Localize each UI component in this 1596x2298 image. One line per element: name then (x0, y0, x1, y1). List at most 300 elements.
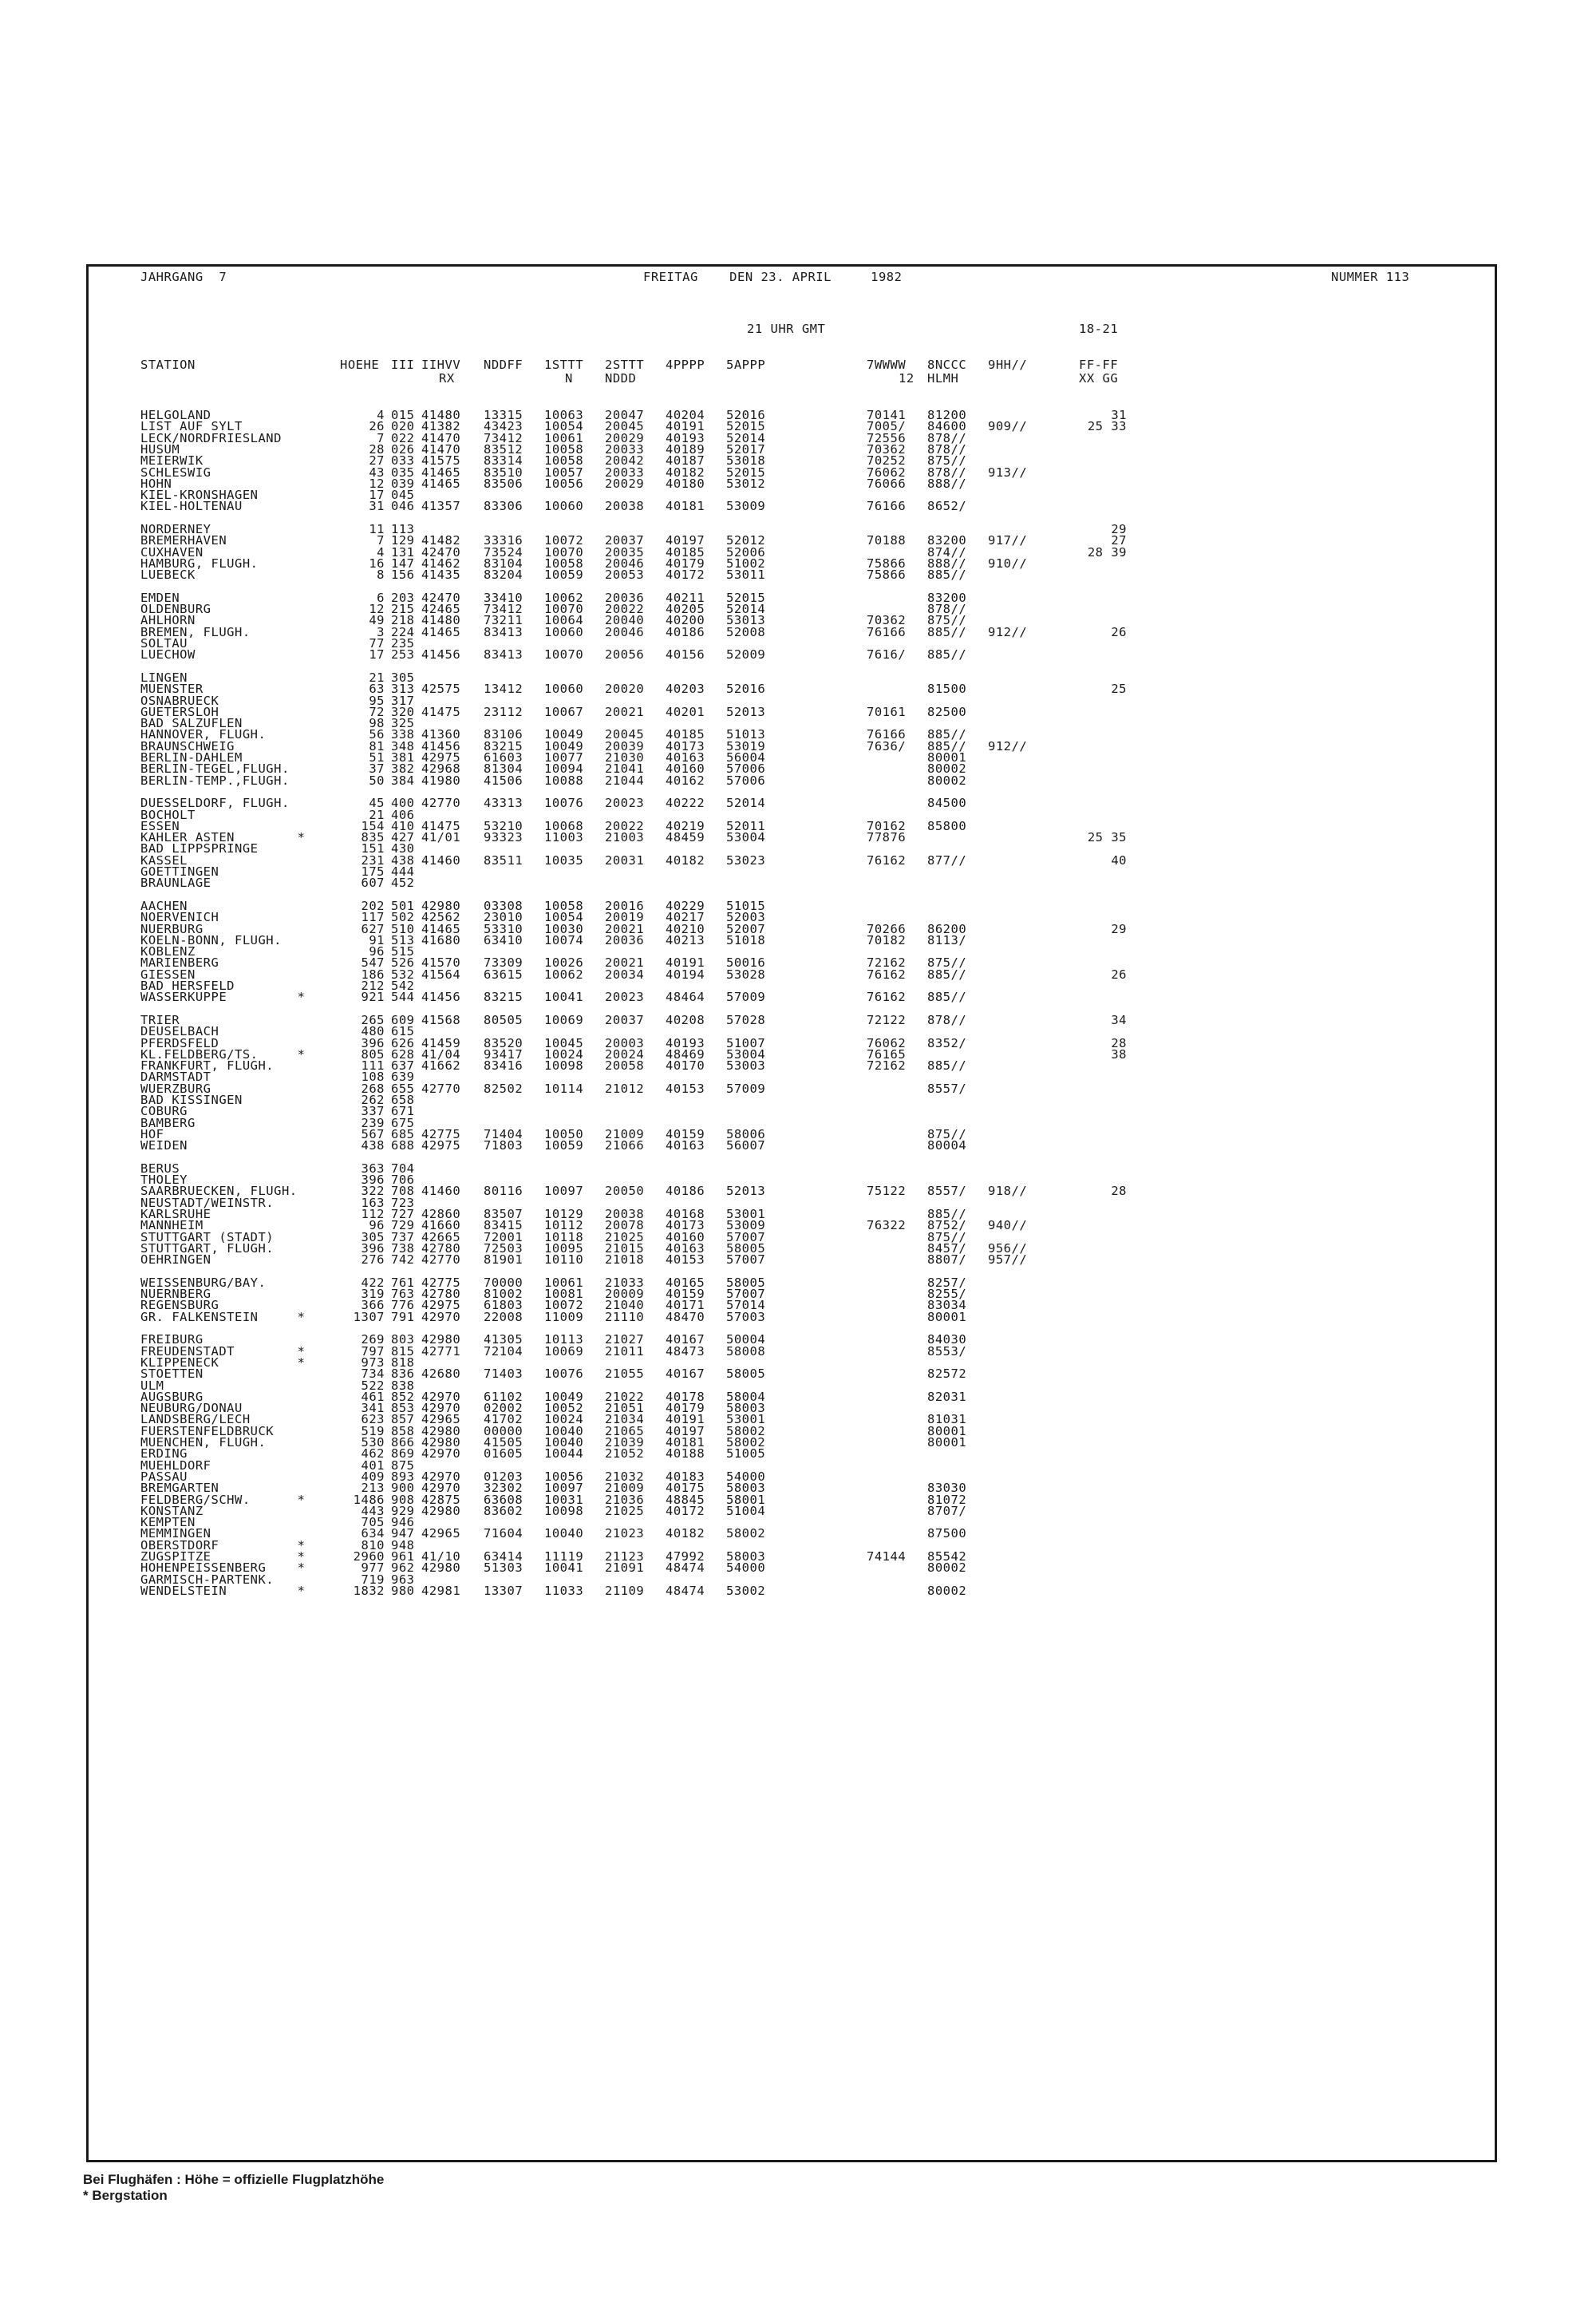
group-5appp: 58005 (726, 1367, 766, 1382)
station-index: 675 (391, 1115, 415, 1130)
group-7wwww: 74144 (867, 1549, 907, 1564)
group-nddff: 73309 (484, 955, 523, 971)
group-9hh: 940// (988, 1218, 1028, 1233)
elevation: 186 (361, 967, 385, 982)
group-5appp: 58008 (726, 1343, 766, 1359)
station-name: CUXHAVEN (140, 544, 203, 560)
group-1sttt: 10041 (544, 1560, 584, 1576)
group-4pppp: 40189 (666, 441, 705, 457)
group-1sttt: 10070 (544, 544, 584, 560)
group-7wwww: 72162 (867, 1058, 907, 1074)
station-name: BERLIN-DAHLEM (140, 750, 243, 765)
elevation: 7 (377, 430, 385, 445)
station-index: 761 (391, 1275, 415, 1290)
station-index: 803 (391, 1332, 415, 1347)
group-nddff: 73412 (484, 602, 523, 617)
group-7wwww: 76166 (867, 499, 907, 514)
station-index: 544 (391, 990, 415, 1005)
elevation: 363 (361, 1161, 385, 1176)
group-4pppp: 48473 (666, 1343, 705, 1359)
group-5appp: 52016 (726, 682, 766, 697)
station-name: KL.FELDBERG/TS. * (140, 1046, 306, 1062)
elevation: 921 (361, 990, 385, 1005)
group-5appp: 58002 (726, 1423, 766, 1438)
group-2sttt: 20034 (605, 967, 645, 982)
elevation: 438 (361, 1138, 385, 1153)
elevation: 443 (361, 1503, 385, 1518)
group-iihvv: 42470 (421, 590, 461, 605)
group-5appp: 53003 (726, 1058, 766, 1074)
station-index: 203 (391, 590, 415, 605)
group-iihvv: 41575 (421, 453, 461, 469)
group-4pppp: 40173 (666, 1218, 705, 1233)
elevation: 1486 (353, 1492, 385, 1507)
group-nddff: 61803 (484, 1298, 523, 1313)
elevation: 265 (361, 1012, 385, 1027)
station-index: 046 (391, 499, 415, 514)
elevation: 396 (361, 1240, 385, 1256)
station-index: 929 (391, 1503, 415, 1518)
group-8nccc: 885// (927, 647, 967, 663)
group-2sttt: 21027 (605, 1332, 645, 1347)
station-name: KASSEL (140, 852, 188, 868)
group-2sttt: 20036 (605, 932, 645, 947)
wind-gusts: 25 33 (1087, 419, 1127, 434)
group-4pppp: 40194 (666, 967, 705, 982)
header-iihvv-sub: RX (439, 371, 455, 386)
station-index: 502 (391, 910, 415, 925)
group-1sttt: 10054 (544, 419, 584, 434)
group-4pppp: 40203 (666, 682, 705, 697)
elevation: 91 (369, 932, 385, 947)
group-2sttt: 20035 (605, 544, 645, 560)
elevation: 262 (361, 1093, 385, 1107)
station-index: 215 (391, 602, 415, 617)
group-nddff: 13307 (484, 1583, 523, 1598)
issue-number: NUMMER 113 (1331, 270, 1410, 284)
station-name: BRAUNSCHWEIG (140, 738, 235, 753)
group-5appp: 57006 (726, 773, 766, 788)
group-8nccc: 888// (927, 476, 967, 491)
group-4pppp: 40153 (666, 1081, 705, 1096)
group-1sttt: 10072 (544, 1298, 584, 1313)
group-nddff: 83512 (484, 441, 523, 457)
group-2sttt: 20024 (605, 1046, 645, 1062)
group-7wwww: 70141 (867, 408, 907, 422)
elevation: 1307 (353, 1309, 385, 1324)
station-index: 875 (391, 1458, 415, 1473)
group-2sttt: 20046 (605, 556, 645, 571)
group-nddff: 01203 (484, 1469, 523, 1484)
group-5appp: 58005 (726, 1275, 766, 1290)
group-2sttt: 21015 (605, 1240, 645, 1256)
observation-time: 21 UHR GMT (747, 322, 826, 336)
group-nddff: 83416 (484, 1058, 523, 1074)
group-2sttt: 21023 (605, 1526, 645, 1541)
group-5appp: 58002 (726, 1435, 766, 1450)
group-5appp: 54000 (726, 1469, 766, 1484)
elevation: 81 (369, 738, 385, 753)
group-nddff: 81901 (484, 1252, 523, 1268)
group-1sttt: 10026 (544, 955, 584, 971)
group-4pppp: 40165 (666, 1275, 705, 1290)
station-name: BRAUNLAGE (140, 876, 211, 891)
group-8nccc: 885// (927, 1058, 967, 1074)
group-5appp: 53004 (726, 830, 766, 845)
group-8nccc: 875// (927, 1229, 967, 1244)
group-4pppp: 48459 (666, 830, 705, 845)
group-nddff: 70000 (484, 1275, 523, 1290)
station-name: STUTTGART (STADT) (140, 1229, 275, 1244)
station-name: FREIBURG (140, 1332, 203, 1347)
group-7wwww: 72122 (867, 1012, 907, 1027)
group-2sttt: 21033 (605, 1275, 645, 1290)
station-name: FRANKFURT, FLUGH. (140, 1058, 275, 1074)
station-index: 838 (391, 1378, 415, 1393)
station-index: 948 (391, 1537, 415, 1552)
group-9hh: 913// (988, 465, 1028, 480)
station-index: 156 (391, 568, 415, 583)
group-4pppp: 40219 (666, 818, 705, 833)
group-2sttt: 21052 (605, 1446, 645, 1461)
station-name: ZUGSPITZE * (140, 1549, 306, 1564)
group-5appp: 53009 (726, 499, 766, 514)
group-7wwww: 75122 (867, 1184, 907, 1199)
group-5appp: 58005 (726, 1240, 766, 1256)
group-2sttt: 20056 (605, 647, 645, 663)
station-name: THOLEY (140, 1173, 188, 1188)
group-1sttt: 10050 (544, 1126, 584, 1141)
group-7wwww: 75866 (867, 556, 907, 571)
station-index: 348 (391, 738, 415, 753)
group-5appp: 52017 (726, 441, 766, 457)
elevation: 835 (361, 830, 385, 845)
group-2sttt: 20036 (605, 590, 645, 605)
station-name: LUEBECK (140, 568, 196, 583)
station-name: AHLHORN (140, 613, 196, 628)
station-name: NUERNBERG (140, 1287, 211, 1302)
station-index: 452 (391, 876, 415, 891)
station-name: HOF (140, 1126, 164, 1141)
group-4pppp: 40191 (666, 419, 705, 434)
group-8nccc: 8557/ (927, 1081, 967, 1096)
group-8nccc: 885// (927, 1207, 967, 1221)
elevation: 6 (377, 590, 385, 605)
group-1sttt: 10062 (544, 590, 584, 605)
group-8nccc: 80004 (927, 1138, 967, 1153)
group-iihvv: 42980 (421, 1560, 461, 1576)
station-index: 532 (391, 967, 415, 982)
group-1sttt: 10058 (544, 556, 584, 571)
group-8nccc: 80002 (927, 761, 967, 777)
group-9hh: 917// (988, 533, 1028, 548)
group-iihvv: 42970 (421, 1401, 461, 1416)
group-1sttt: 10063 (544, 408, 584, 422)
group-nddff: 53210 (484, 818, 523, 833)
group-4pppp: 40179 (666, 1401, 705, 1416)
elevation: 269 (361, 1332, 385, 1347)
elevation: 175 (361, 864, 385, 879)
header-wwww-sub: 12 (899, 371, 915, 386)
group-1sttt: 10070 (544, 602, 584, 617)
group-nddff: 83314 (484, 453, 523, 469)
station-name: GR. FALKENSTEIN * (140, 1309, 306, 1324)
group-nddff: 22008 (484, 1309, 523, 1324)
group-8nccc: 84030 (927, 1332, 967, 1347)
group-2sttt: 20029 (605, 476, 645, 491)
station-name: FUERSTENFELDBRUCK (140, 1423, 275, 1438)
group-8nccc: 878// (927, 1012, 967, 1027)
header-nddff: NDDFF (484, 358, 523, 372)
group-7wwww: 70182 (867, 932, 907, 947)
group-iihvv: 41459 (421, 1035, 461, 1050)
group-2sttt: 20033 (605, 465, 645, 480)
elevation: 977 (361, 1560, 385, 1576)
group-5appp: 50016 (726, 955, 766, 971)
group-1sttt: 10074 (544, 932, 584, 947)
group-8nccc: 85800 (927, 818, 967, 833)
group-5appp: 51005 (726, 1446, 766, 1461)
header-sttt-sub: N (565, 371, 573, 386)
group-2sttt: 20058 (605, 1058, 645, 1074)
group-7wwww: 70252 (867, 453, 907, 469)
group-7wwww: 70162 (867, 818, 907, 833)
group-2sttt: 20009 (605, 1287, 645, 1302)
station-name: FELDBERG/SCHW. * (140, 1492, 306, 1507)
group-5appp: 51013 (726, 727, 766, 742)
group-1sttt: 11009 (544, 1309, 584, 1324)
group-nddff: 13412 (484, 682, 523, 697)
group-nddff: 83215 (484, 990, 523, 1005)
group-iihvv: 41465 (421, 921, 461, 936)
group-2sttt: 21025 (605, 1229, 645, 1244)
group-8nccc: 83034 (927, 1298, 967, 1313)
elevation: 3 (377, 624, 385, 639)
group-7wwww: 76062 (867, 1035, 907, 1050)
group-1sttt: 10129 (544, 1207, 584, 1221)
group-2sttt: 20033 (605, 441, 645, 457)
header-station: STATION (140, 358, 196, 372)
group-2sttt: 20038 (605, 499, 645, 514)
group-2sttt: 21055 (605, 1367, 645, 1382)
group-iihvv: 41456 (421, 738, 461, 753)
group-nddff: 81304 (484, 761, 523, 777)
station-index: 501 (391, 898, 415, 913)
group-iihvv: 41460 (421, 852, 461, 868)
group-4pppp: 48845 (666, 1492, 705, 1507)
group-2sttt: 20046 (605, 624, 645, 639)
elevation: 341 (361, 1401, 385, 1416)
group-4pppp: 40197 (666, 533, 705, 548)
group-1sttt: 10076 (544, 796, 584, 811)
group-1sttt: 10094 (544, 761, 584, 777)
group-1sttt: 11003 (544, 830, 584, 845)
group-2sttt: 20029 (605, 430, 645, 445)
group-5appp: 57007 (726, 1229, 766, 1244)
group-iihvv: 42470 (421, 544, 461, 560)
group-8nccc: 85542 (927, 1549, 967, 1564)
group-nddff: 83104 (484, 556, 523, 571)
group-2sttt: 20053 (605, 568, 645, 583)
station-name: BREMEN, FLUGH. (140, 624, 251, 639)
station-name: BAD SALZUFLEN (140, 716, 243, 731)
group-7wwww: 70266 (867, 921, 907, 936)
group-4pppp: 40222 (666, 796, 705, 811)
group-5appp: 52014 (726, 430, 766, 445)
station-index: 685 (391, 1126, 415, 1141)
group-nddff: 63414 (484, 1549, 523, 1564)
wind-gusts: 29 (1111, 921, 1127, 936)
elevation: 268 (361, 1081, 385, 1096)
elevation: 231 (361, 852, 385, 868)
elevation: 50 (369, 773, 385, 788)
group-5appp: 53023 (726, 852, 766, 868)
group-nddff: 33316 (484, 533, 523, 548)
group-5appp: 52003 (726, 910, 766, 925)
group-2sttt: 20050 (605, 1184, 645, 1199)
group-4pppp: 40210 (666, 921, 705, 936)
elevation: 627 (361, 921, 385, 936)
elevation: 4 (377, 544, 385, 560)
header-wwww: 7WWWW (867, 358, 907, 372)
station-index: 737 (391, 1229, 415, 1244)
group-4pppp: 40186 (666, 1184, 705, 1199)
station-name: WASSERKUPPE * (140, 990, 306, 1005)
station-index: 382 (391, 761, 415, 777)
elevation: 530 (361, 1435, 385, 1450)
station-index: 866 (391, 1435, 415, 1450)
group-4pppp: 48474 (666, 1560, 705, 1576)
group-5appp: 53013 (726, 613, 766, 628)
elevation: 322 (361, 1184, 385, 1199)
station-index: 908 (391, 1492, 415, 1507)
elevation: 634 (361, 1526, 385, 1541)
station-name: LINGEN (140, 670, 188, 685)
group-iihvv: 41570 (421, 955, 461, 971)
elevation: 45 (369, 796, 385, 811)
station-index: 381 (391, 750, 415, 765)
group-8nccc: 80001 (927, 1309, 967, 1324)
station-index: 513 (391, 932, 415, 947)
group-iihvv: 42680 (421, 1367, 461, 1382)
station-index: 858 (391, 1423, 415, 1438)
elevation: 43 (369, 465, 385, 480)
station-name: GUETERSLOH (140, 704, 219, 719)
group-4pppp: 40193 (666, 1035, 705, 1050)
group-2sttt: 20078 (605, 1218, 645, 1233)
group-1sttt: 10088 (544, 773, 584, 788)
group-2sttt: 20042 (605, 453, 645, 469)
group-4pppp: 40204 (666, 408, 705, 422)
station-name: BREMERHAVEN (140, 533, 227, 548)
group-8nccc: 874// (927, 544, 967, 560)
wind-gusts: 25 35 (1087, 830, 1127, 845)
group-2sttt: 20016 (605, 898, 645, 913)
group-nddff: 72001 (484, 1229, 523, 1244)
group-nddff: 82502 (484, 1081, 523, 1096)
station-name: DUESSELDORF, FLUGH. (140, 796, 290, 811)
group-1sttt: 10067 (544, 704, 584, 719)
group-iihvv: 41662 (421, 1058, 461, 1074)
station-index: 438 (391, 852, 415, 868)
group-4pppp: 48469 (666, 1046, 705, 1062)
group-8nccc: 81200 (927, 408, 967, 422)
header-ncccc-sub: HLMH (927, 371, 959, 386)
group-nddff: 03308 (484, 898, 523, 913)
group-5appp: 57003 (726, 1309, 766, 1324)
group-1sttt: 10068 (544, 818, 584, 833)
elevation: 202 (361, 898, 385, 913)
station-name: MEMMINGEN (140, 1526, 211, 1541)
station-index: 020 (391, 419, 415, 434)
group-8nccc: 8557/ (927, 1184, 967, 1199)
group-1sttt: 10072 (544, 533, 584, 548)
station-index: 980 (391, 1583, 415, 1598)
group-8nccc: 81031 (927, 1412, 967, 1427)
group-7wwww: 76066 (867, 476, 907, 491)
group-iihvv: 42771 (421, 1343, 461, 1359)
group-8nccc: 8752/ (927, 1218, 967, 1233)
elevation: 7 (377, 533, 385, 548)
group-iihvv: 41/01 (421, 830, 461, 845)
group-nddff: 63608 (484, 1492, 523, 1507)
group-8nccc: 888// (927, 556, 967, 571)
group-1sttt: 10110 (544, 1252, 584, 1268)
station-index: 727 (391, 1207, 415, 1221)
group-8nccc: 8255/ (927, 1287, 967, 1302)
group-4pppp: 40182 (666, 465, 705, 480)
group-iihvv: 41462 (421, 556, 461, 571)
elevation: 319 (361, 1287, 385, 1302)
station-name: PFERDSFELD (140, 1035, 219, 1050)
group-8nccc: 8257/ (927, 1275, 967, 1290)
group-4pppp: 40193 (666, 430, 705, 445)
group-4pppp: 40205 (666, 602, 705, 617)
station-index: 317 (391, 693, 415, 708)
group-4pppp: 40160 (666, 761, 705, 777)
elevation: 409 (361, 1469, 385, 1484)
group-iihvv: 42575 (421, 682, 461, 697)
group-5appp: 52015 (726, 419, 766, 434)
group-2sttt: 20020 (605, 682, 645, 697)
group-iihvv: 42980 (421, 1435, 461, 1450)
group-2sttt: 21091 (605, 1560, 645, 1576)
group-iihvv: 41465 (421, 624, 461, 639)
group-iihvv: 42975 (421, 1138, 461, 1153)
group-1sttt: 10030 (544, 921, 584, 936)
group-5appp: 52008 (726, 624, 766, 639)
group-iihvv: 41568 (421, 1012, 461, 1027)
group-4pppp: 40187 (666, 453, 705, 469)
station-index: 763 (391, 1287, 415, 1302)
group-iihvv: 42980 (421, 1332, 461, 1347)
elevation: 1832 (353, 1583, 385, 1598)
group-8nccc: 82500 (927, 704, 967, 719)
group-4pppp: 40182 (666, 852, 705, 868)
group-iihvv: 41/04 (421, 1046, 461, 1062)
station-index: 313 (391, 682, 415, 697)
group-1sttt: 10049 (544, 727, 584, 742)
group-1sttt: 10060 (544, 499, 584, 514)
group-5appp: 52014 (726, 796, 766, 811)
group-iihvv: 42665 (421, 1229, 461, 1244)
group-4pppp: 40171 (666, 1298, 705, 1313)
group-nddff: 93323 (484, 830, 523, 845)
group-5appp: 52006 (726, 544, 766, 560)
group-1sttt: 10077 (544, 750, 584, 765)
elevation: 973 (361, 1355, 385, 1370)
group-1sttt: 10024 (544, 1412, 584, 1427)
